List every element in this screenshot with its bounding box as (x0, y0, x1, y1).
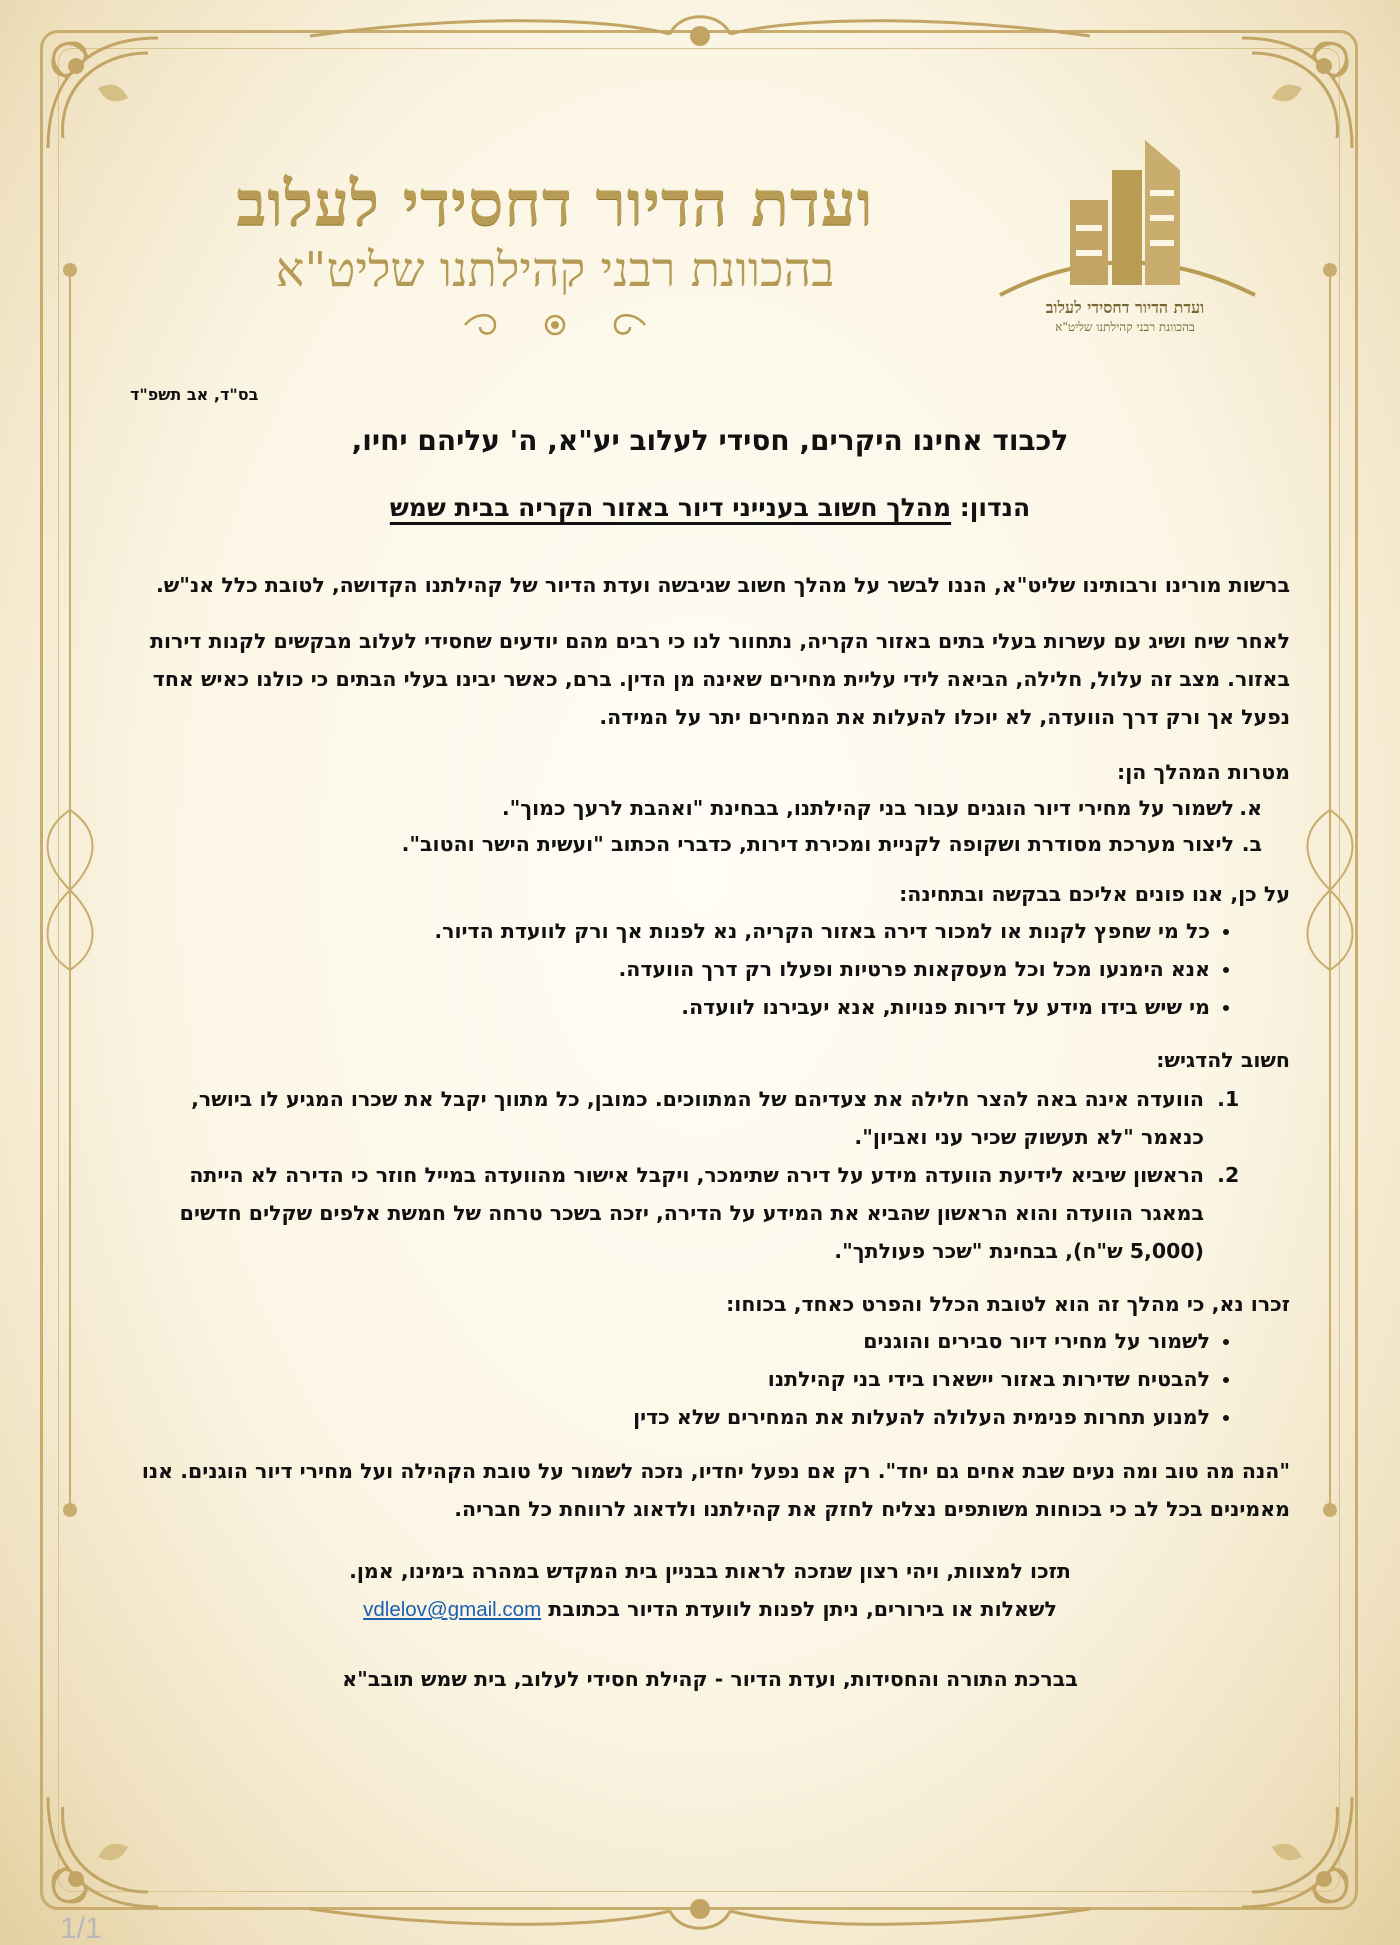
logo-title: ועדת הדיור דחסידי לעלוב (1045, 298, 1205, 317)
item-label: א. (1239, 796, 1262, 820)
contact-line (130, 1590, 1290, 1629)
remember-heading: זכרו נא, כי מהלך זה הוא לטובת הכלל והפרט כאחד, בכוחו: (726, 1292, 1290, 1316)
list-item: 2. הראשון שיביא לידיעת הוועדה מידע על דירה שתימכר, ויקבל אישור מהוועדה במייל חוזר כי הדירה לא הייתה במאגר הוועדה והוא הראשון שהביא את המידע על הדירה, יזכה בשכר טרחה של חמשת אלפים שקלים חדשים (5,000 ש"ח), בבחינת "שכר פעולתך". (130, 1156, 1210, 1270)
top-flourish-icon (300, 6, 1100, 62)
subject-line (130, 493, 1290, 522)
goals-heading: מטרות המהלך הן: (1117, 760, 1290, 784)
goals-list (130, 790, 1290, 862)
list-item (130, 790, 1262, 826)
closing-block (130, 1552, 1290, 1629)
side-flourish-icon (1300, 250, 1360, 1530)
salutation: לכבוד אחינו היקרים, חסידי לעלוב יע"א, ה' עליהם יחיו, (351, 424, 1069, 457)
list-item: • כל מי שחפץ לקנות או למכור דירה באזור הקריה, נא לפנות אך ורק לוועדת הדיור. (130, 912, 1210, 950)
item-label: ב. (1241, 832, 1262, 856)
list-item: • להבטיח שדירות באזור יישארו בידי בני קהילתנו (130, 1360, 1210, 1398)
requests-heading: על כן, אנו פונים אליכם בבקשה ובתחינה: (899, 882, 1290, 906)
important-heading: חשוב להדגיש: (1156, 1048, 1290, 1072)
corner-ornament-icon (1222, 1777, 1372, 1927)
logo-subtitle: בהכוונת רבני קהילתנו שליט"א (1055, 320, 1195, 334)
list-item (130, 826, 1262, 862)
item-text: ליצור מערכת מסודרת ושקופה לקניית ומכירת דירות, כדברי הכתוב "ועשית הישר והטוב". (401, 832, 1234, 856)
corner-ornament-icon (28, 1777, 178, 1927)
header-subtitle: בהכוונת רבני קהילתנו שליט"א (275, 242, 835, 299)
closing-blessing: תזכו למצוות, ויהי רצון שנזכה לראות בבניין בית המקדש במהרה בימינו, אמן. (349, 1559, 1071, 1583)
list-item: • מי שיש בידו מידע על דירות פנויות, אנא יעבירנו לוועדה. (130, 988, 1210, 1026)
letterhead (160, 130, 1260, 360)
corner-ornament-icon (28, 18, 178, 168)
important-list (130, 1080, 1290, 1270)
list-item: • למנוע תחרות פנימית העלולה להעלות את המחירים שלא כדין (130, 1398, 1210, 1436)
list-item: • לשמור על מחירי דיור סבירים והוגנים (130, 1322, 1210, 1360)
header-title: ועדת הדיור דחסידי לעלוב (236, 167, 874, 240)
committee-logo (990, 130, 1260, 360)
item-text: לשמור על מחירי דיור הוגנים עבור בני קהילתנו, בבחינת "ואהבת לרעך כמוך". (501, 796, 1234, 820)
bottom-flourish-icon (300, 1883, 1100, 1939)
side-flourish-icon (40, 250, 100, 1530)
letter-date: בס"ד, אב תשפ"ד (130, 385, 259, 404)
email-link[interactable]: vdlelov@gmail.com (363, 1598, 542, 1621)
contact-text: לשאלות או בירורים, ניתן לפנות לוועדת הדיור בכתובת (541, 1597, 1057, 1621)
letter-body (130, 385, 1290, 1691)
background-paragraph: לאחר שיח ושיג עם עשרות בעלי בתים באזור הקריה, נתחוור לנו כי רבים מהם יודעים שחסידי לעלוב מבקשים לקנות דירות באזור. מצב זה עלול, חלילה, הביאה לידי עליית מחירים שאינה מן הדין. ברם, כאשר יבינו בעלי הבתים כי כולנו כאיש אחד נפעל אך ורק דרך הוועדה, לא יוכלו להעלות את המחירים יתר על המידה. (149, 629, 1290, 729)
remember-list (130, 1322, 1290, 1436)
intro-paragraph: ברשות מורינו ורבותינו שליט"א, הננו לבשר על מהלך חשוב שגיבשה ועדת הדיור של קהילתנו הקדושה, לטובת כלל אנ"ש. (155, 573, 1290, 597)
signature: בברכת התורה והחסידות, ועדת הדיור - קהילת חסידי לעלוב, בית שמש תובב"א (342, 1667, 1078, 1691)
list-item: • אנא הימנעו מכל וכל מעסקאות פרטיות ופעלו רק דרך הוועדה. (130, 950, 1210, 988)
title-ornament-icon (445, 310, 665, 340)
requests-list (130, 912, 1290, 1026)
list-item: 1. הוועדה אינה באה להצר חלילה את צעדיהם של המתווכים. כמובן, כל מתווך יקבל את שכרו המגיע לו ביושר, כנאמר "לא תעשוק שכיר עני ואביון". (130, 1080, 1210, 1156)
subject-text: מהלך חשוב בענייני דיור באזור הקריה בבית שמש (389, 493, 952, 522)
unity-paragraph: "הנה מה טוב ומה נעים שבת אחים גם יחד". רק אם נפעל יחדיו, נזכה לשמור על טובת הקהילה ועל מחירי דיור הוגנים. אנו מאמינים בכל לב כי בכוחות משותפים נצליח לחזק את קהילתנו ולדאוג לרווחת כל חבריה. (141, 1459, 1290, 1521)
page-number: 1/1 (60, 1912, 102, 1945)
subject-prefix: הנדון: (951, 493, 1031, 522)
building-logo-icon (990, 130, 1260, 300)
header-titles (160, 167, 950, 340)
